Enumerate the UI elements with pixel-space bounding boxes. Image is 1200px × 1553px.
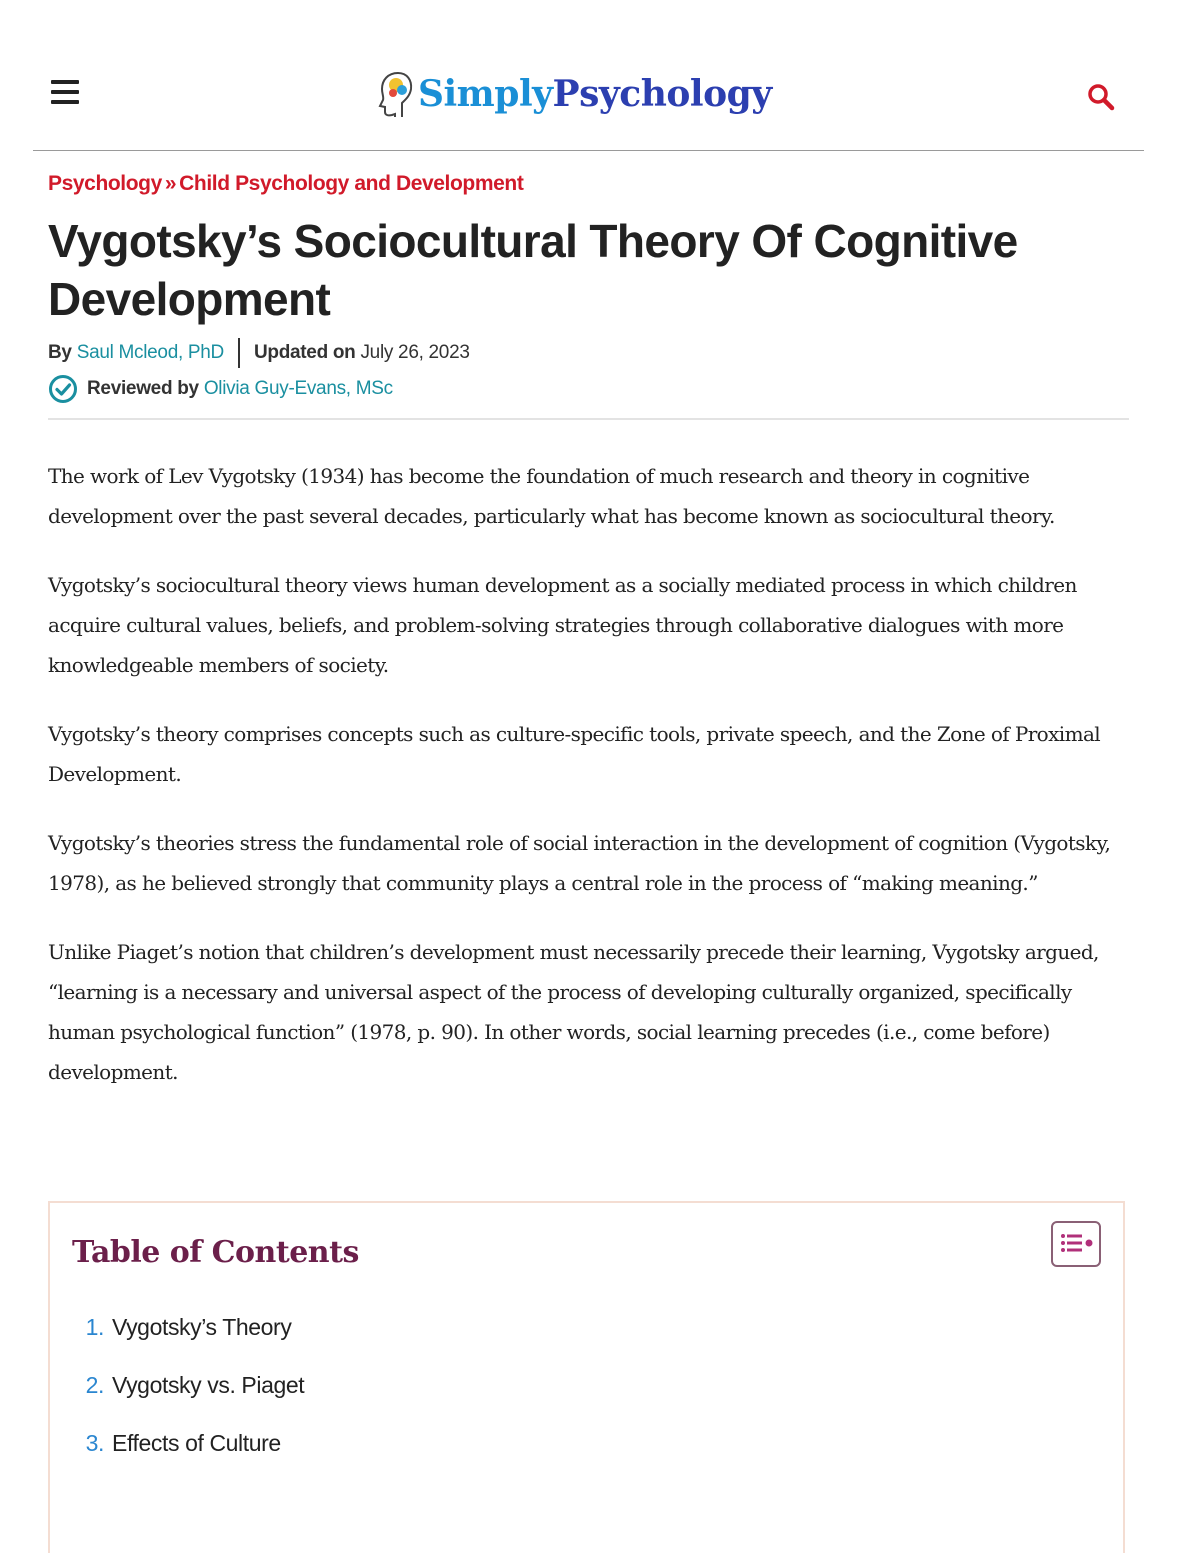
toc-item[interactable] — [70, 1298, 304, 1356]
updated-date: July 26, 2023 — [360, 342, 470, 363]
paragraph: Vygotsky’s theory comprises concepts such as culture-specific tools, private speech, and the Zone of Proximal Development. — [48, 722, 1101, 786]
author-link[interactable]: Saul Mcleod, PhD — [76, 342, 224, 363]
paragraph: Vygotsky’s sociocultural theory views human development as a socially mediated process in which children acquire cultural values, beliefs, and problem-solving strategies through collaborative dialogues with more knowledgeable members of society. — [48, 573, 1077, 677]
toc-title: Table of Contents — [72, 1235, 359, 1270]
logo-text-simply: Simply — [418, 73, 553, 115]
toc-item-label: Effects of Culture — [112, 1429, 281, 1456]
paragraph: Vygotsky’s theories stress the fundamental role of social interaction in the development of cognition (Vygotsky, 1978), as he believed strongly that community plays a central role in the process of “making meaning.” — [48, 831, 1111, 895]
breadcrumb-link-child-psychology[interactable]: Child Psychology and Development — [179, 172, 524, 195]
head-profile-logo-icon — [378, 70, 416, 118]
byline-divider — [238, 338, 240, 368]
breadcrumb — [48, 172, 523, 196]
page-title: Vygotsky’s Sociocultural Theory Of Cognitive Development — [48, 215, 1018, 325]
reviewed-by — [48, 374, 393, 404]
paragraph: Unlike Piaget’s notion that children’s development must necessarily precede their learning, Vygotsky argued, “learning is a necessary and universal aspect of the process of developing culturally organized, specifically human psychological function” (1978, p. 90). In other words, social learning precedes (i.e., come before) development. — [48, 940, 1099, 1084]
toc-item-number: 2. — [85, 1371, 104, 1398]
toc-list — [70, 1298, 304, 1472]
hamburger-menu-icon[interactable] — [51, 80, 79, 104]
article-body — [48, 456, 1133, 1121]
toc-item-label: Vygotsky’s Theory — [112, 1313, 292, 1340]
reviewer-link[interactable]: Olivia Guy-Evans, MSc — [203, 378, 393, 399]
toc-toggle-button[interactable] — [1051, 1221, 1101, 1267]
list-toggle-icon — [1053, 1223, 1099, 1265]
breadcrumb-separator: » — [164, 172, 177, 195]
verified-check-icon — [48, 374, 78, 404]
divider — [48, 418, 1129, 420]
site-header — [33, 0, 1144, 151]
site-logo[interactable] — [378, 68, 772, 120]
toc-item[interactable] — [70, 1356, 304, 1414]
logo-text-psychology: Psychology — [552, 73, 772, 115]
byline — [48, 338, 470, 368]
search-icon[interactable] — [1086, 82, 1116, 112]
toc-item-number: 1. — [85, 1313, 104, 1340]
byline-label: By — [48, 342, 72, 363]
toc-item-label: Vygotsky vs. Piaget — [112, 1371, 305, 1398]
updated-label: Updated on — [253, 342, 356, 363]
reviewed-label: Reviewed by — [87, 378, 199, 399]
toc-item[interactable] — [70, 1414, 304, 1472]
breadcrumb-link-psychology[interactable]: Psychology — [48, 172, 162, 195]
paragraph: The work of Lev Vygotsky (1934) has become the foundation of much research and theory in cognitive development over the past several decades, particularly what has become known as sociocultural theory. — [48, 464, 1055, 528]
toc-item-number: 3. — [85, 1429, 104, 1456]
table-of-contents — [48, 1201, 1125, 1553]
